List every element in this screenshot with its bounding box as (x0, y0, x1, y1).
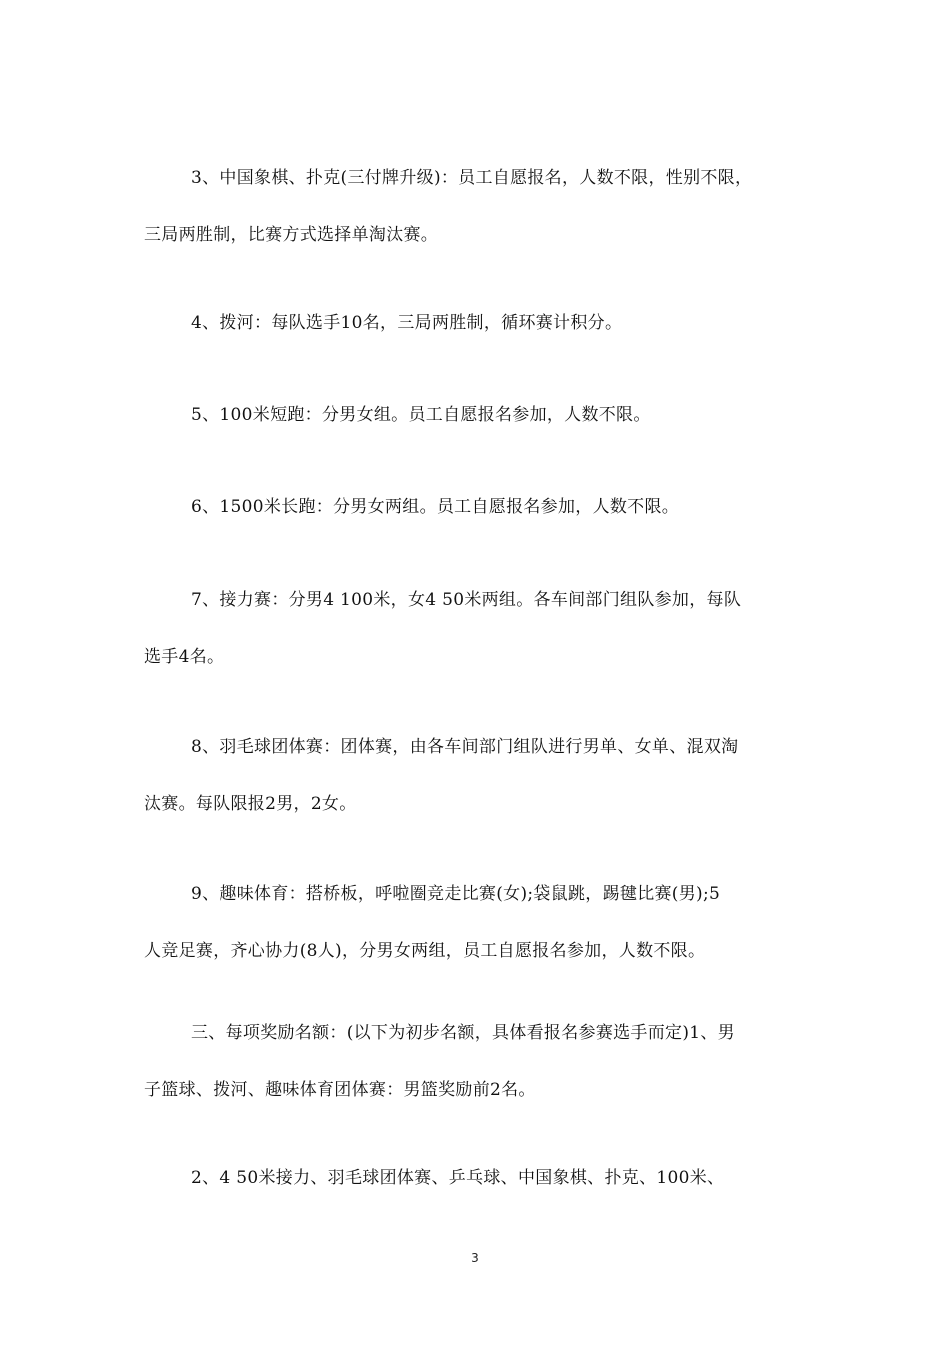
paragraph-line: 7、接力赛：分男4 100米，女4 50米两组。各车间部门组队参加，每队 (191, 590, 742, 610)
page-number: 3 (471, 1251, 479, 1265)
paragraph-chess-poker (144, 150, 808, 264)
paragraph-relay (144, 572, 808, 686)
paragraph-line: 三局两胜制，比赛方式选择单淘汰赛。 (144, 225, 439, 245)
paragraph-line: 汰赛。每队限报2男，2女。 (144, 794, 357, 814)
paragraph-line: 6、1500米长跑：分男女两组。员工自愿报名参加，人数不限。 (191, 497, 680, 517)
paragraph-line: 5、100米短跑：分男女组。员工自愿报名参加，人数不限。 (191, 405, 651, 425)
paragraph-tug-of-war (144, 295, 808, 352)
paragraph-fun-sports (144, 866, 808, 980)
paragraph-award-quota (144, 1005, 808, 1119)
paragraph-badminton (144, 719, 808, 833)
paragraph-line: 选手4名。 (144, 647, 225, 667)
paragraph-100m-sprint (144, 387, 808, 444)
paragraph-line: 9、趣味体育：搭桥板，呼啦圈竞走比赛(女);袋鼠跳，踢毽比赛(男);5 (191, 884, 721, 904)
paragraph-line: 三、每项奖励名额：(以下为初步名额，具体看报名参赛选手而定)1、男 (191, 1023, 735, 1043)
paragraph-line: 8、羽毛球团体赛：团体赛，由各车间部门组队进行男单、女单、混双淘 (191, 737, 739, 757)
paragraph-line: 人竞足赛，齐心协力(8人)，分男女两组，员工自愿报名参加，人数不限。 (144, 941, 706, 961)
paragraph-line: 4、拨河：每队选手10名，三局两胜制，循环赛计积分。 (191, 313, 623, 333)
paragraph-award-list (144, 1150, 808, 1207)
paragraph-line: 子篮球、拨河、趣味体育团体赛：男篮奖励前2名。 (144, 1080, 536, 1100)
paragraph-1500m-run (144, 479, 808, 536)
paragraph-line: 3、中国象棋、扑克(三付牌升级)：员工自愿报名，人数不限，性别不限， (191, 168, 753, 188)
paragraph-line: 2、4 50米接力、羽毛球团体赛、乒乓球、中国象棋、扑克、100米、 (191, 1168, 725, 1188)
